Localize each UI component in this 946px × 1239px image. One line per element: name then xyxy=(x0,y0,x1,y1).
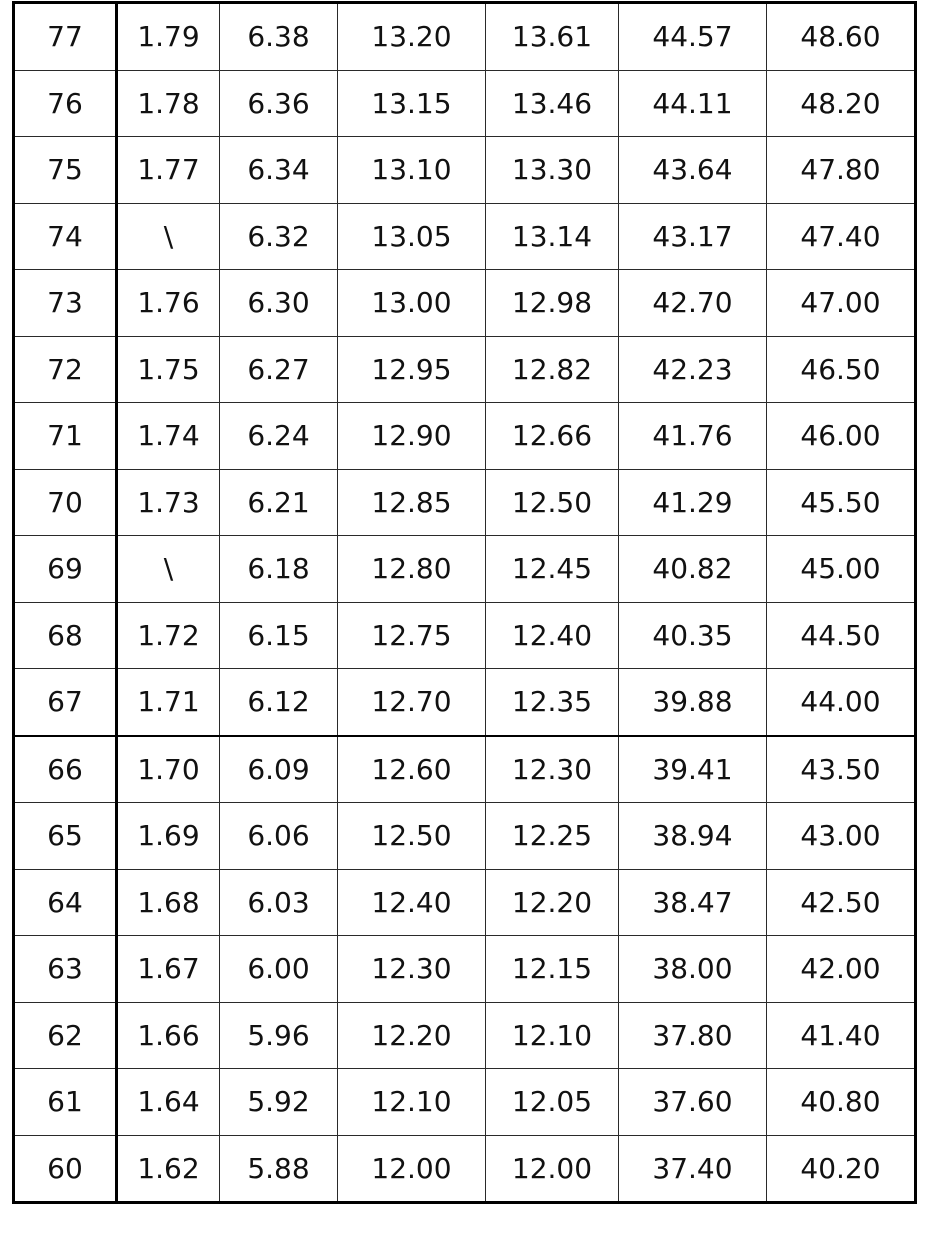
row-label-cell: 62 xyxy=(14,1002,117,1069)
table-cell: 12.00 xyxy=(338,1135,486,1203)
table-cell: 43.00 xyxy=(767,803,916,870)
table-cell: 12.82 xyxy=(486,336,619,403)
table-cell: 12.85 xyxy=(338,469,486,536)
row-label-cell: 70 xyxy=(14,469,117,536)
row-label-cell: 75 xyxy=(14,137,117,204)
table-cell: 12.15 xyxy=(486,936,619,1003)
table-row xyxy=(14,1135,916,1203)
table-row xyxy=(14,536,916,603)
table-cell: 12.60 xyxy=(338,736,486,803)
row-label-cell: 77 xyxy=(14,3,117,71)
table-cell: 6.09 xyxy=(220,736,338,803)
row-label-cell: 66 xyxy=(14,736,117,803)
table-cell: 12.75 xyxy=(338,602,486,669)
table-cell: 12.30 xyxy=(338,936,486,1003)
table-cell: 39.41 xyxy=(619,736,767,803)
table-row xyxy=(14,203,916,270)
table-row xyxy=(14,469,916,536)
table-row xyxy=(14,70,916,137)
table-row xyxy=(14,803,916,870)
table-cell: 42.70 xyxy=(619,270,767,337)
table-cell: 41.40 xyxy=(767,1002,916,1069)
table-cell: 6.03 xyxy=(220,869,338,936)
row-label-cell: 76 xyxy=(14,70,117,137)
table-cell: 12.25 xyxy=(486,803,619,870)
table-row xyxy=(14,403,916,470)
table-cell: 12.10 xyxy=(486,1002,619,1069)
table-cell: 6.27 xyxy=(220,336,338,403)
table-cell: 43.64 xyxy=(619,137,767,204)
table-cell: 12.95 xyxy=(338,336,486,403)
table-cell: 41.29 xyxy=(619,469,767,536)
table-row xyxy=(14,869,916,936)
table-cell: 6.30 xyxy=(220,270,338,337)
table-row xyxy=(14,270,916,337)
table-cell: \ xyxy=(117,536,220,603)
table-cell: 1.75 xyxy=(117,336,220,403)
table-cell: 42.50 xyxy=(767,869,916,936)
table-cell: 5.96 xyxy=(220,1002,338,1069)
table-cell: 12.66 xyxy=(486,403,619,470)
table-cell: 39.88 xyxy=(619,669,767,736)
row-label-cell: 67 xyxy=(14,669,117,736)
row-label-cell: 69 xyxy=(14,536,117,603)
table-cell: 44.57 xyxy=(619,3,767,71)
table-cell: 44.50 xyxy=(767,602,916,669)
table-cell: 13.20 xyxy=(338,3,486,71)
table-cell: 1.73 xyxy=(117,469,220,536)
table-cell: 12.80 xyxy=(338,536,486,603)
table-cell: 46.50 xyxy=(767,336,916,403)
table-cell: 44.00 xyxy=(767,669,916,736)
table-cell: 47.80 xyxy=(767,137,916,204)
table-cell: 37.80 xyxy=(619,1002,767,1069)
table-cell: 5.88 xyxy=(220,1135,338,1203)
table-cell: 12.70 xyxy=(338,669,486,736)
table-cell: 6.18 xyxy=(220,536,338,603)
table-cell: 44.11 xyxy=(619,70,767,137)
table-cell: 37.60 xyxy=(619,1069,767,1136)
table-cell: 6.36 xyxy=(220,70,338,137)
table-cell: 42.23 xyxy=(619,336,767,403)
row-label-cell: 72 xyxy=(14,336,117,403)
row-label-cell: 64 xyxy=(14,869,117,936)
table-cell: 13.05 xyxy=(338,203,486,270)
table-cell: 37.40 xyxy=(619,1135,767,1203)
table-cell: 6.21 xyxy=(220,469,338,536)
table-cell: 45.50 xyxy=(767,469,916,536)
table-cell: 48.60 xyxy=(767,3,916,71)
table-cell: 13.15 xyxy=(338,70,486,137)
table-cell: 40.20 xyxy=(767,1135,916,1203)
table-cell: 12.20 xyxy=(338,1002,486,1069)
row-label-cell: 71 xyxy=(14,403,117,470)
table-cell: 1.78 xyxy=(117,70,220,137)
table-cell: 1.72 xyxy=(117,602,220,669)
table-cell: 6.24 xyxy=(220,403,338,470)
table-cell: 40.82 xyxy=(619,536,767,603)
table-cell: 1.64 xyxy=(117,1069,220,1136)
row-label-cell: 73 xyxy=(14,270,117,337)
table-cell: 38.00 xyxy=(619,936,767,1003)
table-row xyxy=(14,1069,916,1136)
row-label-cell: 65 xyxy=(14,803,117,870)
row-label-cell: 61 xyxy=(14,1069,117,1136)
table-cell: 1.71 xyxy=(117,669,220,736)
row-label-cell: 74 xyxy=(14,203,117,270)
table-cell: 6.12 xyxy=(220,669,338,736)
table-cell: 12.50 xyxy=(338,803,486,870)
table-cell: 12.45 xyxy=(486,536,619,603)
table-cell: 1.69 xyxy=(117,803,220,870)
table-cell: 13.00 xyxy=(338,270,486,337)
table-cell: 13.14 xyxy=(486,203,619,270)
table-cell: 45.00 xyxy=(767,536,916,603)
table-row xyxy=(14,1002,916,1069)
table-cell: 6.15 xyxy=(220,602,338,669)
table-cell: 6.38 xyxy=(220,3,338,71)
table-cell: 1.66 xyxy=(117,1002,220,1069)
table-cell: \ xyxy=(117,203,220,270)
table-cell: 6.00 xyxy=(220,936,338,1003)
table-cell: 12.40 xyxy=(338,869,486,936)
row-label-cell: 63 xyxy=(14,936,117,1003)
table-cell: 41.76 xyxy=(619,403,767,470)
table-cell: 48.20 xyxy=(767,70,916,137)
table-row xyxy=(14,602,916,669)
table-cell: 13.46 xyxy=(486,70,619,137)
table-cell: 12.05 xyxy=(486,1069,619,1136)
table-row xyxy=(14,137,916,204)
score-table xyxy=(12,1,917,1204)
table-cell: 12.00 xyxy=(486,1135,619,1203)
table-cell: 6.34 xyxy=(220,137,338,204)
table-row xyxy=(14,736,916,803)
table-cell: 40.80 xyxy=(767,1069,916,1136)
table-cell: 43.17 xyxy=(619,203,767,270)
table-cell: 12.35 xyxy=(486,669,619,736)
table-cell: 40.35 xyxy=(619,602,767,669)
table-cell: 12.20 xyxy=(486,869,619,936)
table-cell: 38.47 xyxy=(619,869,767,936)
row-label-cell: 68 xyxy=(14,602,117,669)
table-cell: 13.30 xyxy=(486,137,619,204)
table-cell: 42.00 xyxy=(767,936,916,1003)
table-cell: 12.50 xyxy=(486,469,619,536)
table-cell: 47.40 xyxy=(767,203,916,270)
table-cell: 13.10 xyxy=(338,137,486,204)
table-cell: 38.94 xyxy=(619,803,767,870)
table-cell: 1.77 xyxy=(117,137,220,204)
table-row xyxy=(14,669,916,736)
table-cell: 6.32 xyxy=(220,203,338,270)
table-cell: 13.61 xyxy=(486,3,619,71)
table-cell: 1.62 xyxy=(117,1135,220,1203)
table-row xyxy=(14,936,916,1003)
table-cell: 1.74 xyxy=(117,403,220,470)
table-cell: 6.06 xyxy=(220,803,338,870)
table-cell: 1.68 xyxy=(117,869,220,936)
table-body xyxy=(14,3,916,1203)
table-cell: 12.40 xyxy=(486,602,619,669)
table-cell: 1.70 xyxy=(117,736,220,803)
table-cell: 47.00 xyxy=(767,270,916,337)
table-cell: 1.67 xyxy=(117,936,220,1003)
table-cell: 5.92 xyxy=(220,1069,338,1136)
table-cell: 1.79 xyxy=(117,3,220,71)
table-cell: 12.98 xyxy=(486,270,619,337)
table-row xyxy=(14,3,916,71)
table-row xyxy=(14,336,916,403)
table-cell: 12.30 xyxy=(486,736,619,803)
table-cell: 43.50 xyxy=(767,736,916,803)
table-cell: 46.00 xyxy=(767,403,916,470)
row-label-cell: 60 xyxy=(14,1135,117,1203)
table-cell: 12.90 xyxy=(338,403,486,470)
table-cell: 12.10 xyxy=(338,1069,486,1136)
table-cell: 1.76 xyxy=(117,270,220,337)
